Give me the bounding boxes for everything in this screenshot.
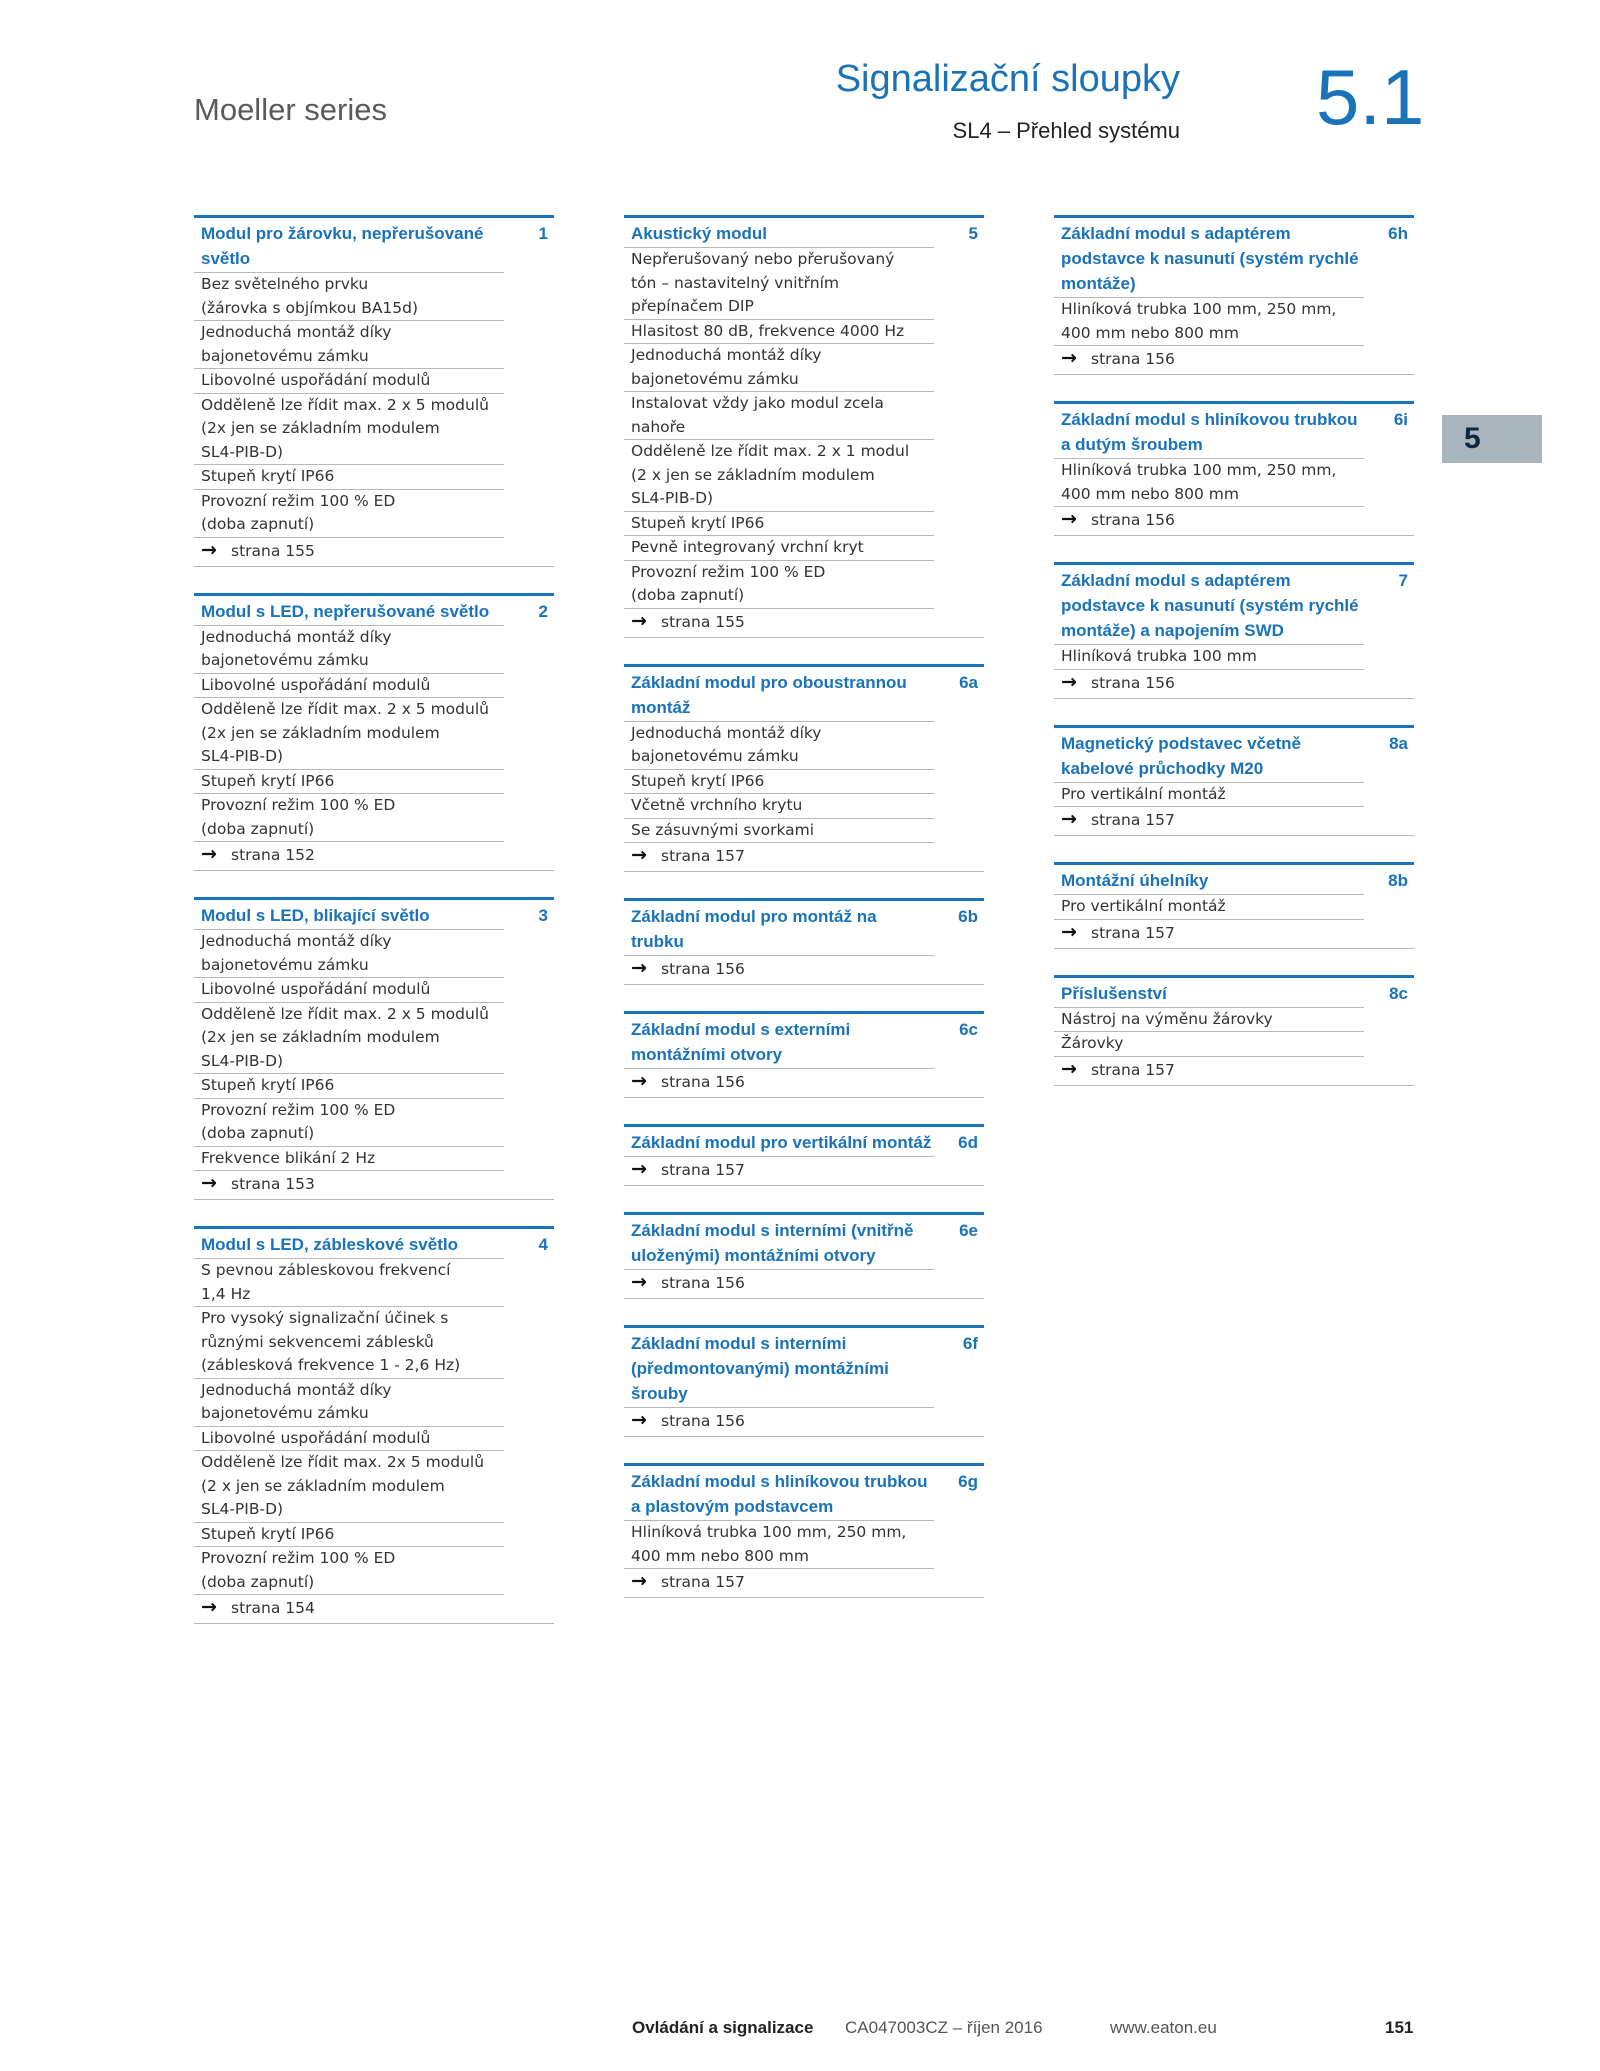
module-block (624, 898, 984, 985)
module-title: Základní modul s adaptérem podstavce k nasunutí (systém rychlé montáže) a napojením SWD (1061, 571, 1359, 640)
module-number: 6a (959, 672, 978, 692)
module-title: Základní modul pro vertikální montáž (631, 1133, 932, 1152)
module-feature: Včetně vrchního krytu (624, 793, 934, 818)
module-feature: Libovolné uspořádání modulů (194, 673, 504, 698)
footer-section: Ovládání a signalizace (632, 2018, 814, 2037)
footer-url[interactable]: www.eaton.eu (1110, 2018, 1217, 2037)
page-subtitle: SL4 – Přehled systému (952, 118, 1180, 143)
page-reference-link[interactable] (624, 1407, 934, 1436)
module-feature: Odděleně lze řídit max. 2 x 5 modulů (2x jen se základním modulem SL4-PIB-D) (194, 697, 504, 769)
module-header (624, 1014, 984, 1068)
page-reference-text: strana 154 (231, 1599, 315, 1617)
page-reference-link[interactable] (624, 1269, 934, 1298)
module-title: Modul s LED, zábleskové světlo (201, 1235, 458, 1254)
arrow-right-icon: → (631, 844, 647, 866)
page-reference-link[interactable] (1054, 919, 1364, 948)
page-reference-link[interactable] (624, 955, 934, 984)
arrow-right-icon: → (631, 1158, 647, 1180)
module-header (624, 667, 984, 721)
module-block (194, 897, 554, 1200)
module-feature: Jednoduchá montáž díky bajonetovému zámku (624, 721, 934, 769)
page-reference-text: strana 156 (1091, 673, 1175, 692)
module-block (624, 1212, 984, 1299)
page-reference-text: strana 157 (1091, 811, 1175, 829)
module-title: Modul s LED, blikající světlo (201, 906, 430, 925)
module-number: 8b (1388, 871, 1408, 890)
module-feature: Provozní režim 100 % ED (doba zapnutí) (194, 1546, 504, 1594)
page-reference-text: strana 157 (1091, 1060, 1175, 1079)
module-title: Magnetický podstavec včetně kabelové průchodky M20 (1061, 733, 1301, 778)
page-reference-text: strana 155 (661, 612, 745, 631)
module-number: 6d (958, 1133, 978, 1152)
module-block (1054, 725, 1414, 837)
module-feature: Odděleně lze řídit max. 2 x 1 modul (2 x jen se základním modulem SL4-PIB-D) (624, 439, 934, 511)
module-feature: Hliníková trubka 100 mm, 250 mm, 400 mm nebo 800 mm (1054, 297, 1364, 345)
module-feature: Se zásuvnými svorkami (624, 818, 934, 843)
module-feature: Stupeň krytí IP66 (194, 1522, 504, 1547)
module-header (194, 596, 554, 625)
chapter-number: 5.1 (1316, 53, 1425, 141)
module-number: 6g (958, 1472, 978, 1491)
page-reference-link[interactable] (1054, 506, 1364, 535)
page-reference-link[interactable] (194, 1594, 504, 1623)
module-feature: Jednoduchá montáž díky bajonetovému zámku (194, 320, 504, 368)
module-feature: Jednoduchá montáž díky bajonetovému zámku (194, 1378, 504, 1426)
module-feature: Jednoduchá montáž díky bajonetovému zámku (194, 625, 504, 673)
arrow-right-icon: → (631, 957, 647, 979)
module-number: 2 (538, 601, 548, 621)
module-header (1054, 865, 1414, 894)
page-reference-text: strana 156 (661, 1073, 745, 1091)
module-feature: Hliníková trubka 100 mm (1054, 644, 1364, 669)
module-title: Základní modul pro oboustrannou montáž (631, 672, 907, 717)
module-number: 6h (1388, 224, 1408, 243)
page-reference-link[interactable] (194, 841, 504, 870)
module-feature: Libovolné uspořádání modulů (194, 977, 504, 1002)
module-feature: Pevně integrovaný vrchní kryt (624, 535, 934, 560)
page-reference-text: strana 156 (1091, 511, 1175, 529)
module-block (194, 593, 554, 872)
module-title: Modul pro žárovku, nepřerušované světlo (201, 224, 484, 268)
module-feature: Odděleně lze řídit max. 2x 5 modulů (2 x jen se základním modulem SL4-PIB-D) (194, 1450, 504, 1522)
page-title: Signalizační sloupky (835, 58, 1180, 100)
module-header (194, 218, 554, 272)
module-title: Základní modul s externími montážními otvory (631, 1020, 851, 1064)
page-reference-text: strana 156 (661, 1412, 745, 1430)
page-reference-text: strana 157 (661, 847, 745, 865)
module-header (1054, 218, 1414, 297)
page-reference-link[interactable] (194, 1170, 504, 1199)
module-number: 1 (538, 224, 548, 243)
module-number: 8a (1389, 733, 1408, 753)
module-title: Základní modul pro montáž na trubku (631, 907, 877, 951)
arrow-right-icon: → (1061, 920, 1077, 943)
module-block (1054, 401, 1414, 536)
arrow-right-icon: → (201, 843, 217, 865)
page-reference-link[interactable] (1054, 669, 1364, 698)
page-reference-text: strana 157 (1091, 923, 1175, 942)
module-header (624, 218, 984, 247)
module-feature: Bez světelného prvku (žárovka s objímkou BA15d) (194, 272, 504, 320)
page-reference-link[interactable] (1054, 806, 1364, 835)
module-number: 4 (538, 1235, 548, 1254)
module-number: 6c (959, 1020, 978, 1039)
module-title: Základní modul s hliníkovou trubkou a dutým šroubem (1061, 410, 1358, 454)
arrow-right-icon: → (201, 538, 217, 561)
arrow-right-icon: → (631, 1070, 647, 1092)
module-feature: Hliníková trubka 100 mm, 250 mm, 400 mm nebo 800 mm (624, 1520, 934, 1568)
module-block (624, 1463, 984, 1598)
module-header (624, 1328, 984, 1407)
page-reference-link[interactable] (194, 537, 504, 566)
module-number: 7 (1398, 571, 1408, 590)
page-reference-text: strana 152 (231, 846, 315, 864)
arrow-right-icon: → (631, 1409, 647, 1431)
module-feature: Jednoduchá montáž díky bajonetovému zámku (194, 929, 504, 977)
module-number: 5 (968, 224, 978, 243)
module-title: Montážní úhelníky (1061, 871, 1209, 890)
module-feature: Stupeň krytí IP66 (194, 769, 504, 794)
page-reference-text: strana 156 (661, 960, 745, 978)
module-header (624, 1215, 984, 1269)
module-feature: Odděleně lze řídit max. 2 x 5 modulů (2x jen se základním modulem SL4-PIB-D) (194, 393, 504, 465)
module-title: Modul s LED, nepřerušované světlo (201, 601, 490, 621)
module-number: 3 (538, 906, 548, 925)
module-block (194, 1226, 554, 1624)
module-header (1054, 404, 1414, 458)
arrow-right-icon: → (631, 1271, 647, 1293)
page-number: 151 (1385, 2018, 1414, 2037)
module-title: Základní modul s interními (vnitřně uloženými) montážními otvory (631, 1221, 914, 1265)
module-title: Příslušenství (1061, 983, 1167, 1003)
page-reference-link[interactable] (624, 1568, 934, 1597)
module-block (1054, 862, 1414, 949)
module-feature: Instalovat vždy jako modul zcela nahoře (624, 391, 934, 439)
module-feature: Libovolné uspořádání modulů (194, 368, 504, 393)
module-feature: Provozní režim 100 % ED (doba zapnutí) (194, 793, 504, 841)
chapter-side-tab[interactable]: 5 (1442, 415, 1542, 463)
module-header (624, 1127, 984, 1156)
module-block (624, 1124, 984, 1186)
module-number: 6f (962, 1334, 978, 1353)
module-number: 6b (958, 907, 978, 926)
module-block (624, 1011, 984, 1098)
arrow-right-icon: → (631, 1570, 647, 1592)
module-title: Základní modul s adaptérem podstavce k nasunutí (systém rychlé montáže) (1061, 224, 1359, 293)
page-reference-text: strana 153 (231, 1175, 315, 1193)
module-header (194, 900, 554, 929)
page-reference-link[interactable] (1054, 1056, 1364, 1085)
module-feature: Stupeň krytí IP66 (624, 511, 934, 536)
module-header (194, 1229, 554, 1258)
page-reference-link[interactable] (624, 1068, 934, 1097)
arrow-right-icon: → (1061, 347, 1077, 369)
module-feature: Nástroj na výměnu žárovky (1054, 1007, 1364, 1032)
arrow-right-icon: → (631, 609, 647, 632)
module-feature: Provozní režim 100 % ED (doba zapnutí) (624, 560, 934, 608)
arrow-right-icon: → (1061, 508, 1077, 530)
module-block (1054, 975, 1414, 1086)
module-block (624, 664, 984, 873)
module-feature: Stupeň krytí IP66 (194, 464, 504, 489)
page-reference-text: strana 156 (661, 1274, 745, 1292)
page-reference-link[interactable] (624, 1156, 934, 1185)
module-feature: Pro vertikální montáž (1054, 782, 1364, 807)
module-feature: Hliníková trubka 100 mm, 250 mm, 400 mm nebo 800 mm (1054, 458, 1364, 506)
page-reference-text: strana 155 (231, 541, 315, 560)
footer-catalog-code: CA047003CZ – říjen 2016 (845, 2018, 1043, 2037)
module-feature: Pro vysoký signalizační účinek s různými sekvencemi záblesků (záblesková frekvence 1 - 2,6 Hz) (194, 1306, 504, 1378)
module-header (1054, 978, 1414, 1007)
page-reference-link[interactable] (624, 842, 934, 871)
module-feature: Pro vertikální montáž (1054, 894, 1364, 919)
column-1 (194, 215, 554, 1650)
module-feature: Libovolné uspořádání modulů (194, 1426, 504, 1451)
module-feature: Žárovky (1054, 1031, 1364, 1056)
module-block (1054, 215, 1414, 375)
module-number: 6i (1393, 410, 1408, 429)
module-block (624, 215, 984, 638)
module-number: 8c (1389, 983, 1408, 1003)
module-feature: Stupeň krytí IP66 (624, 769, 934, 794)
module-header (624, 901, 984, 955)
module-feature: Hlasitost 80 dB, frekvence 4000 Hz (624, 319, 934, 344)
page-reference-text: strana 157 (661, 1573, 745, 1591)
module-feature: Odděleně lze řídit max. 2 x 5 modulů (2x jen se základním modulem SL4-PIB-D) (194, 1002, 504, 1074)
arrow-right-icon: → (201, 1172, 217, 1194)
arrow-right-icon: → (1061, 808, 1077, 830)
arrow-right-icon: → (1061, 1057, 1077, 1080)
module-title: Základní modul s hliníkovou trubkou a plastovým podstavcem (631, 1472, 928, 1516)
module-feature: Provozní režim 100 % ED (doba zapnutí) (194, 1098, 504, 1146)
series-name: Moeller series (194, 92, 387, 127)
module-header (1054, 728, 1414, 782)
module-block (624, 1325, 984, 1437)
page-reference-link[interactable] (1054, 345, 1364, 374)
module-title: Základní modul s interními (předmontovanými) montážními šrouby (631, 1334, 889, 1403)
column-2 (624, 215, 984, 1624)
module-feature: Jednoduchá montáž díky bajonetovému zámku (624, 343, 934, 391)
module-block (194, 215, 554, 567)
module-feature: Stupeň krytí IP66 (194, 1073, 504, 1098)
module-number: 6e (959, 1221, 978, 1240)
module-feature: Nepřerušovaný nebo přerušovaný tón – nastavitelný vnitřním přepínačem DIP (624, 247, 934, 319)
module-header (1054, 565, 1414, 644)
column-3 (1054, 215, 1414, 1112)
page-reference-text: strana 156 (1091, 350, 1175, 368)
module-feature: S pevnou zábleskovou frekvencí 1,4 Hz (194, 1258, 504, 1306)
module-feature: Frekvence blikání 2 Hz (194, 1146, 504, 1171)
page-reference-text: strana 157 (661, 1161, 745, 1179)
module-feature: Provozní režim 100 % ED (doba zapnutí) (194, 489, 504, 537)
module-block (1054, 562, 1414, 699)
module-header (624, 1466, 984, 1520)
arrow-right-icon: → (201, 1596, 217, 1618)
arrow-right-icon: → (1061, 670, 1077, 693)
module-title: Akustický modul (631, 224, 768, 243)
page-reference-link[interactable] (624, 608, 934, 637)
